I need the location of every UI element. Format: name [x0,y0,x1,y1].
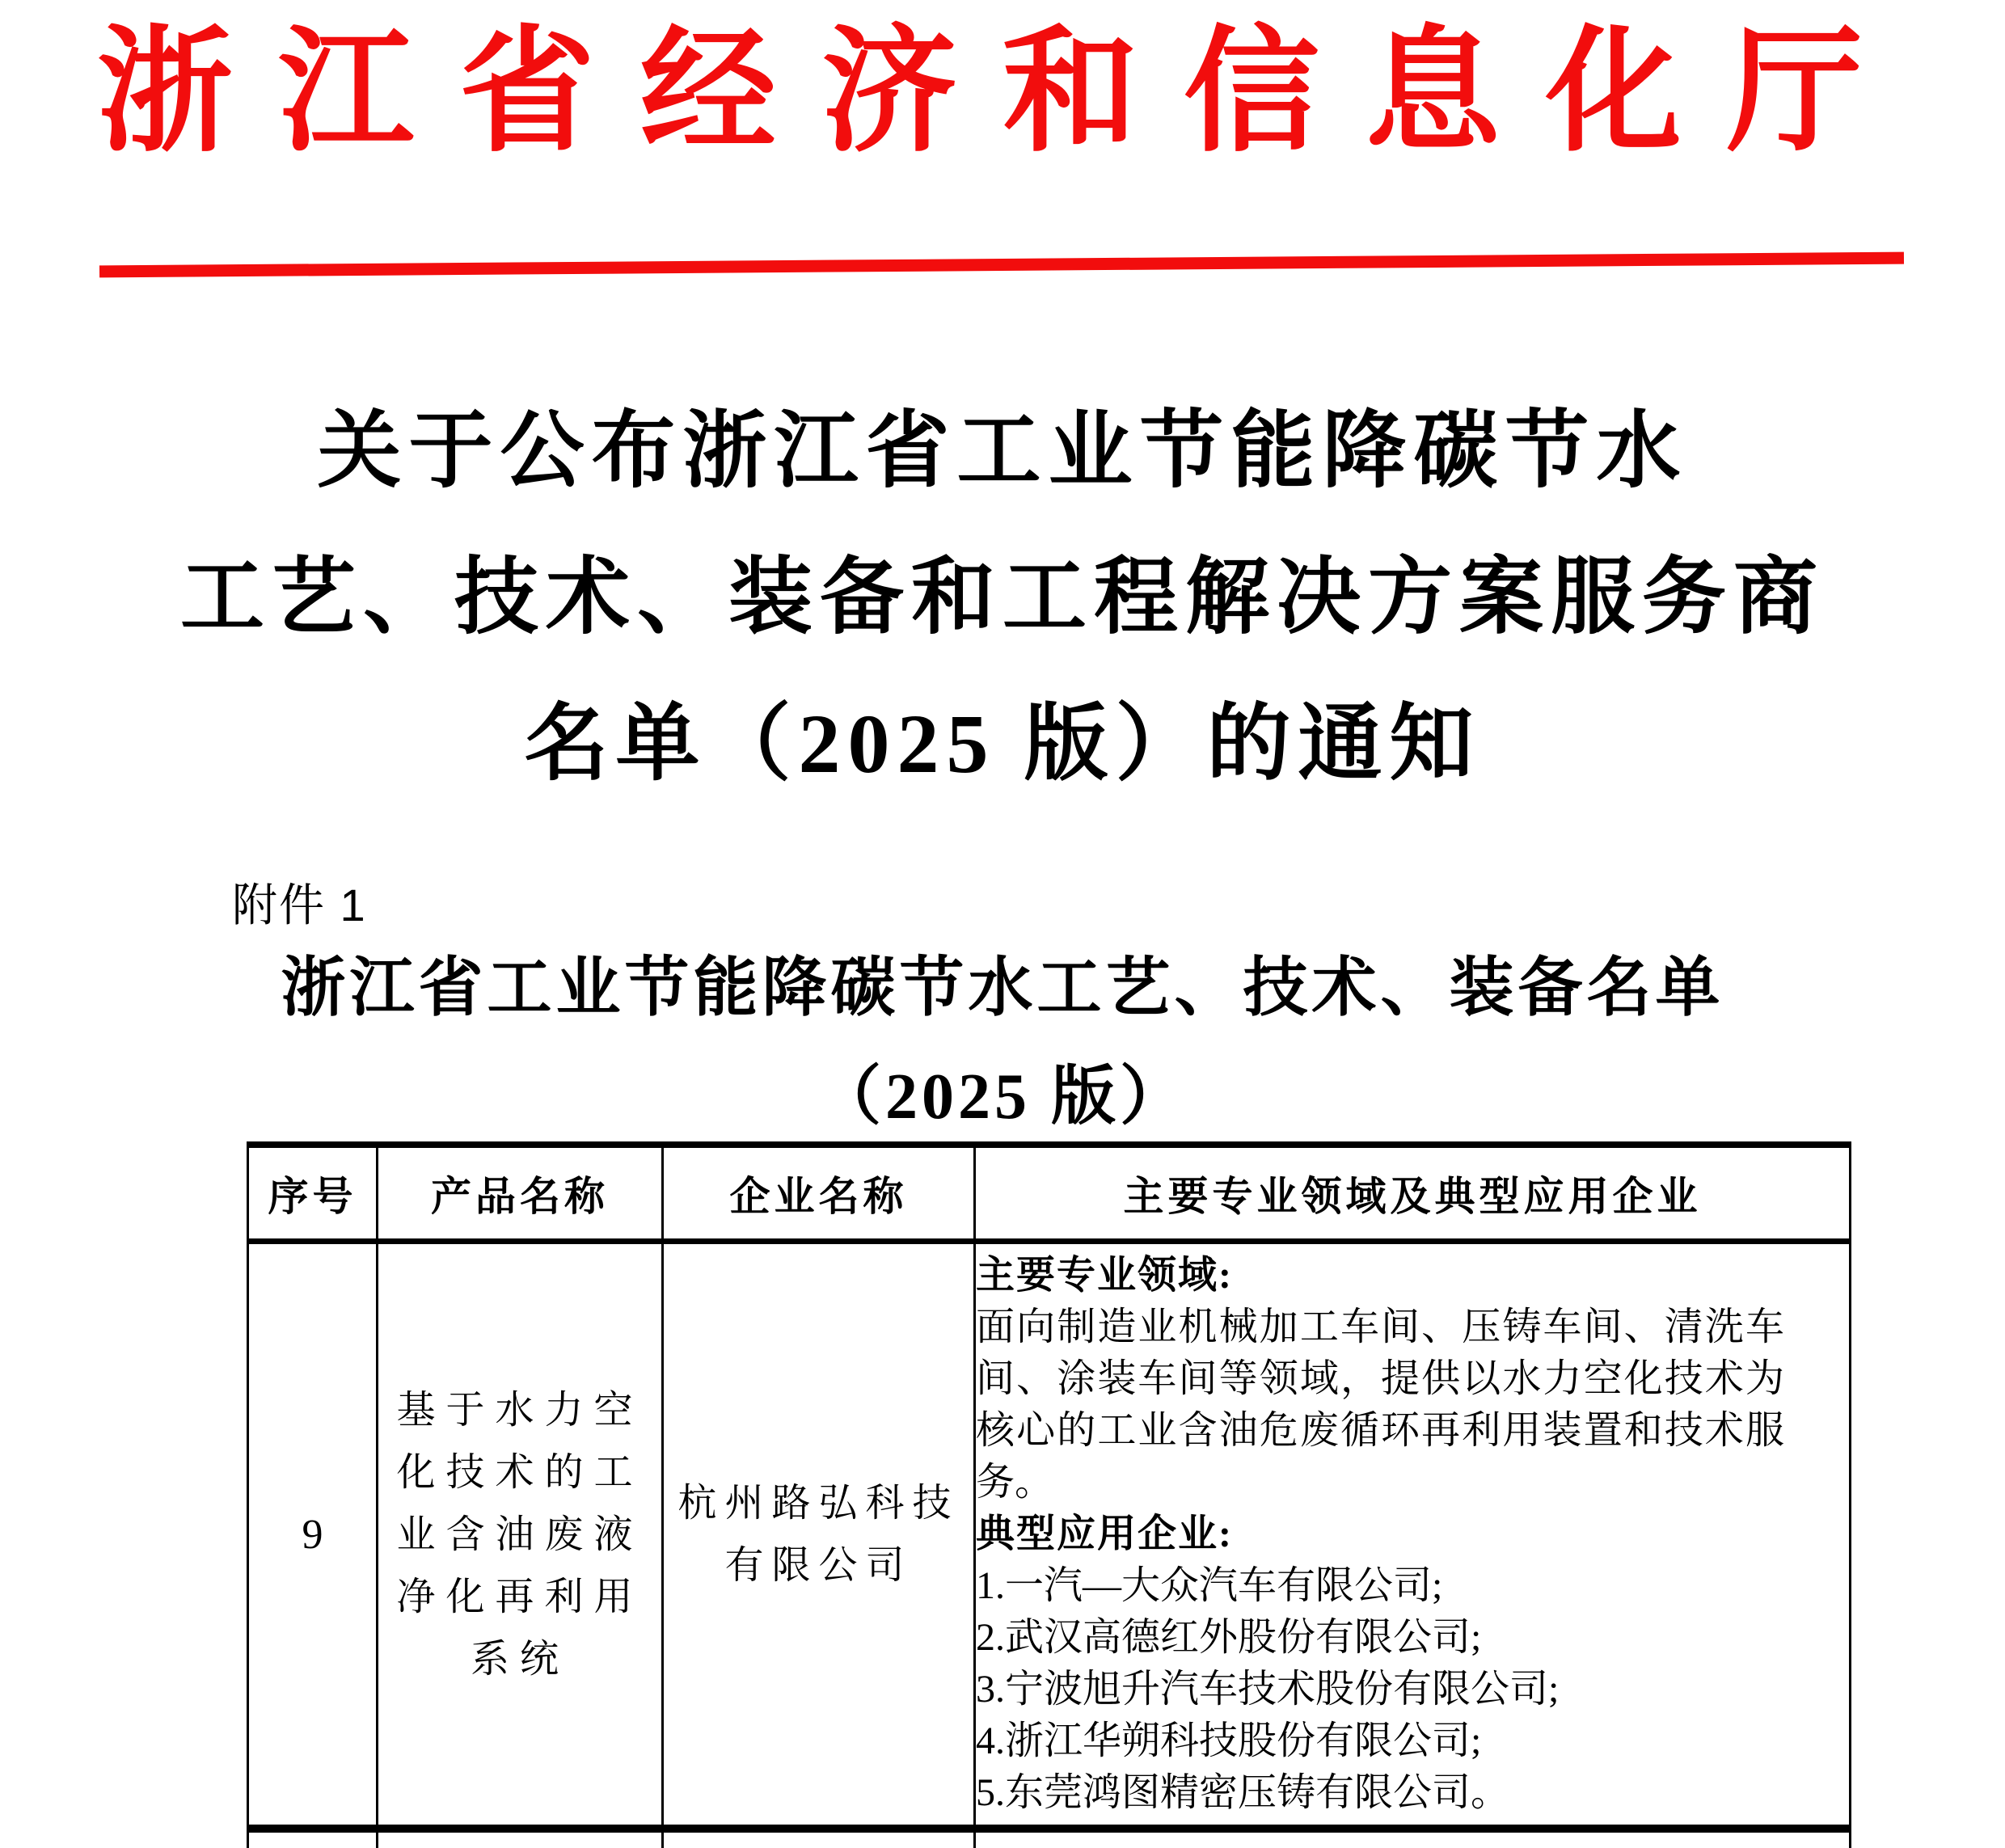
cell-product-name [378,1242,663,1829]
detail-app-item-2: 2.武汉高德红外股份有限公司; [976,1616,1482,1659]
col-header-detail: 主要专业领域及典型应用企业 [975,1145,1851,1242]
table-row [248,1242,1851,1829]
attachment-label: 附件 1 [232,880,367,930]
company-name-text: 杭州路弘科技有限公司 [677,1482,960,1587]
equipment-list-table [247,1141,1851,1848]
detail-app-item-4: 4.浙江华朔科技股份有限公司; [976,1719,1482,1762]
table-row-partial [248,1829,1851,1848]
col-header-product: 产品名称 [378,1145,663,1242]
cell-detail [975,1242,1851,1829]
table-header-row [248,1145,1851,1242]
detail-app-item-3: 3.宁波旭升汽车技术股份有限公司; [976,1668,1560,1711]
cell-company-name [663,1242,975,1829]
detail-apps-heading: 典型应用企业: [976,1513,1233,1555]
col-header-company: 企业名称 [663,1145,975,1242]
cell-empty [378,1829,663,1848]
attachment-title-line-2: （2025 版） [817,1061,1188,1133]
detail-fields-text: 面向制造业机械加工车间、压铸车间、清洗车间、涂装车间等领域，提供以水力空化技术为核心的工业含油危废循环再利用装置和技术服务。 [976,1306,1784,1504]
notice-title-line-3: 名单（2025 版）的通知 [524,698,1481,791]
red-divider-line [99,252,1904,278]
col-header-index: 序号 [248,1145,378,1242]
cell-empty [248,1829,378,1848]
agency-header-title: 浙江省经济和信息化厅 [97,18,1908,168]
notice-title-line-1: 关于公布浙江省工业节能降碳节水 [317,405,1688,498]
attachment-title-line-1: 浙江省工业节能降碳节水工艺、技术、装备名单 [281,953,1724,1024]
cell-empty [975,1829,1851,1848]
detail-app-item-1: 1.一汽—大众汽车有限公司; [976,1564,1443,1607]
detail-fields-heading: 主要专业领域: [976,1254,1233,1297]
product-name-text: 基于水力空化技术的工业含油废液净化再利用系统 [396,1388,644,1681]
notice-title-line-2: 工艺、技术、装备和工程解决方案服务商 [179,551,1825,644]
attachment-title [0,935,2005,1151]
cell-empty [663,1829,975,1848]
notice-title [0,378,2005,817]
cell-index: 9 [248,1242,378,1829]
detail-app-item-5: 5.东莞鸿图精密压铸有限公司。 [976,1771,1510,1814]
